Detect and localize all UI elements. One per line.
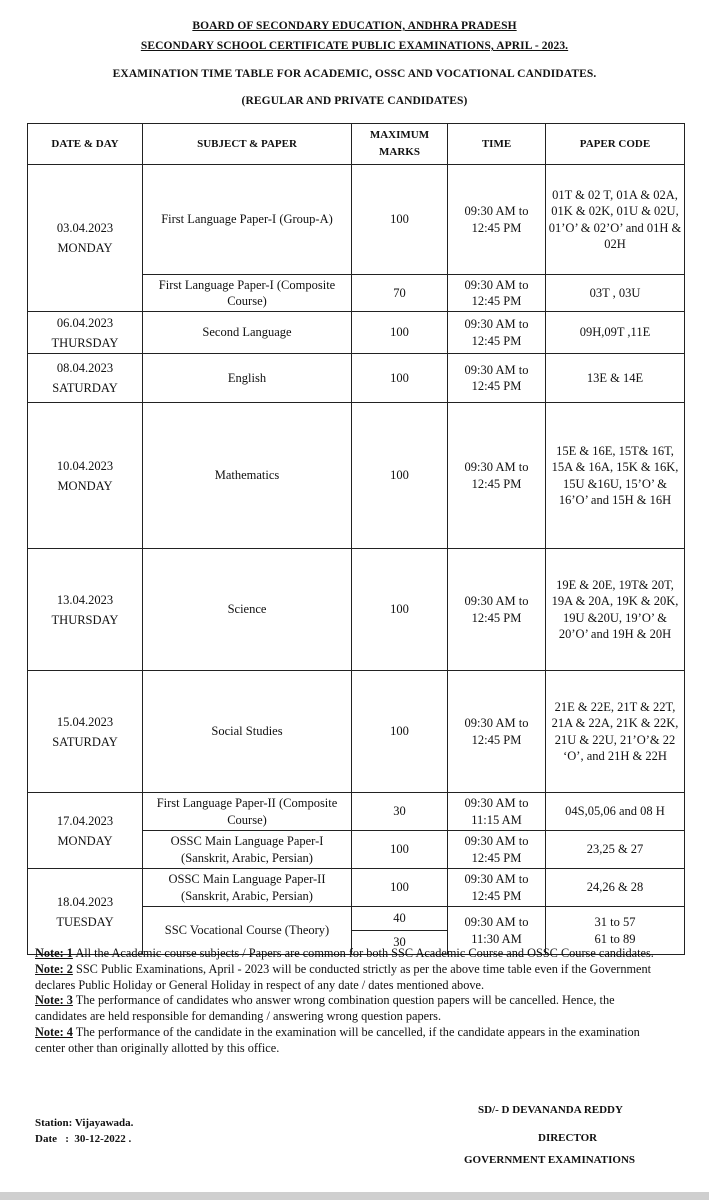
time-cell: 09:30 AM to 11:30 AM [448,907,546,955]
subject-cell: Science [143,549,352,671]
exam-day: MONDAY [57,241,113,255]
table-row [28,869,685,907]
marks-cell: 100 [352,671,448,793]
exam-date: 03.04.2023 [56,221,114,235]
marks-cell: 40 [352,907,448,931]
paper-code-cell: 13E & 14E [546,354,685,403]
paper-code-cell: 21E & 22E, 21T & 22T, 21A & 22A, 21K & 22K, 21U & 22U, 21’O’& 22 ‘O’, and 21H & 22H [546,671,685,793]
marks-cell: 100 [352,312,448,354]
paper-code-cell: 23,25 & 27 [546,831,685,869]
time-cell: 09:30 AM to 12:45 PM [448,549,546,671]
date-cell [28,312,143,354]
issue-date: Date : 30-12-2022 . [35,1133,132,1145]
header-date: DATE & DAY [28,124,143,165]
date-cell [28,165,143,312]
marks-cell: 100 [352,403,448,549]
exam-day: THURSDAY [51,612,119,627]
subject-cell: English [143,354,352,403]
paper-code-cell: 09H,09T ,11E [546,312,685,354]
table-row [28,793,685,831]
signature: SD/- D DEVANANDA REDDY [478,1104,623,1116]
date-cell [28,549,143,671]
subject-cell: Mathematics [143,403,352,549]
note [35,962,663,994]
marks-cell: 70 [352,275,448,312]
exam-date: 08.04.2023 [56,361,114,375]
paper-code-line: 31 to 57 [594,915,636,930]
time-cell: 09:30 AM to 11:15 AM [448,793,546,831]
timetable [27,123,685,955]
time-cell: 09:30 AM to 12:45 PM [448,165,546,275]
paper-code-line: 61 to 89 [594,931,636,946]
exam-date: 13.04.2023 [56,592,114,607]
note-text: All the Academic course subjects / Papers are common for both SSC Academic Course and OSSC Course candidates. [75,946,654,960]
board-title: BOARD OF SECONDARY EDUCATION, ANDHRA PRADESH [192,20,517,32]
time-cell: 09:30 AM to 12:45 PM [448,831,546,869]
table-row [28,403,685,549]
subject-cell: First Language Paper-I (Group-A) [143,165,352,275]
paper-code-cell: 01T & 02 T, 01A & 02A, 01K & 02K, 01U & 02U, 01’O’ & 02’O’ and 01H & 02H [546,165,685,275]
time-cell: 09:30 AM to 12:45 PM [448,312,546,354]
date-cell [28,793,143,869]
exam-date: 17.04.2023 [56,813,114,828]
marks-cell: 100 [352,354,448,403]
paper-code-cell: 24,26 & 28 [546,869,685,907]
exam-day: MONDAY [57,833,113,848]
subject-cell: Social Studies [143,671,352,793]
subject-cell: First Language Paper-I (Composite Course) [143,275,352,312]
bottom-bar [0,1192,709,1200]
exam-day: TUESDAY [56,914,114,929]
header-marks: MAXIMUM MARKS [352,124,448,165]
exam-date: 15.04.2023 [56,714,114,729]
note-text: The performance of the candidate in the examination will be cancelled, if the candidate appears in the examination center other than originally allotted by this office. [35,1024,640,1055]
date-cell [28,869,143,955]
subject-cell: OSSC Main Language Paper-II (Sanskrit, Arabic, Persian) [143,869,352,907]
timetable-subtitle: (REGULAR AND PRIVATE CANDIDATES) [241,95,468,107]
note-text: SSC Public Examinations, April - 2023 will be conducted strictly as per the above time table even if the Government declares Public Holiday or General Holiday in respect of any date / dates mentioned above. [35,961,652,992]
note-label: Note: 3 [35,993,73,1008]
note-label: Note: 4 [35,1024,73,1039]
exam-title: SECONDARY SCHOOL CERTIFICATE PUBLIC EXAMINATIONS, APRIL - 2023. [140,40,569,52]
note-label: Note: 1 [35,946,73,960]
table-row [28,549,685,671]
paper-code-cell: 15E & 16E, 15T& 16T, 15A & 16A, 15K & 16K, 15U &16U, 15’O’ & 16’O’ and 15H & 16H [546,403,685,549]
date-cell [28,671,143,793]
paper-code-cell: 19E & 20E, 19T& 20T, 19A & 20A, 19K & 20K, 19U &20U, 19’O’ & 20’O’ and 19H & 20H [546,549,685,671]
exam-day: SATURDAY [52,734,118,749]
paper-code-cell: 03T , 03U [546,275,685,312]
exam-day: MONDAY [57,478,113,493]
time-cell: 09:30 AM to 12:45 PM [448,403,546,549]
date-cell [28,403,143,549]
date-cell [28,354,143,403]
note-label: Note: 2 [35,961,73,976]
marks-cell: 30 [352,931,448,955]
timetable-title: EXAMINATION TIME TABLE FOR ACADEMIC, OSSC AND VOCATIONAL CANDIDATES. [112,68,597,80]
note [35,993,663,1025]
table-header-row [28,124,685,165]
exam-day: SATURDAY [52,381,118,395]
subject-cell: SSC Vocational Course (Theory) [143,907,352,955]
note-text: The performance of candidates who answer wrong combination question papers will be cancelled. Hence, the candidates are held responsible for demanding / answering wrong question papers. [35,993,615,1024]
note [35,1025,663,1057]
marks-cell: 100 [352,831,448,869]
table-row [28,354,685,403]
notes [35,946,663,1057]
marks-cell: 100 [352,869,448,907]
exam-date: 18.04.2023 [56,894,114,909]
office-name: GOVERNMENT EXAMINATIONS [464,1154,636,1166]
time-cell: 09:30 AM to 12:45 PM [448,869,546,907]
table-row [28,165,685,275]
table-row [28,312,685,354]
exam-date: 06.04.2023 [56,315,114,330]
marks-cell: 100 [352,165,448,275]
subject-cell: Second Language [143,312,352,354]
designation: DIRECTOR [538,1132,598,1144]
time-cell: 09:30 AM to 12:45 PM [448,354,546,403]
table-row [28,671,685,793]
time-cell: 09:30 AM to 12:45 PM [448,671,546,793]
exam-date: 10.04.2023 [56,458,114,473]
marks-cell: 100 [352,549,448,671]
subject-cell: OSSC Main Language Paper-I (Sanskrit, Arabic, Persian) [143,831,352,869]
subject-cell: First Language Paper-II (Composite Course) [143,793,352,831]
paper-code-cell: 04S,05,06 and 08 H [546,793,685,831]
header-code: PAPER CODE [546,124,685,165]
exam-day: THURSDAY [51,335,119,350]
time-cell: 09:30 AM to 12:45 PM [448,275,546,312]
note [35,946,663,962]
marks-cell: 30 [352,793,448,831]
header-subject: SUBJECT & PAPER [143,124,352,165]
header-time: TIME [448,124,546,165]
station: Station: Vijayawada. [35,1117,134,1129]
